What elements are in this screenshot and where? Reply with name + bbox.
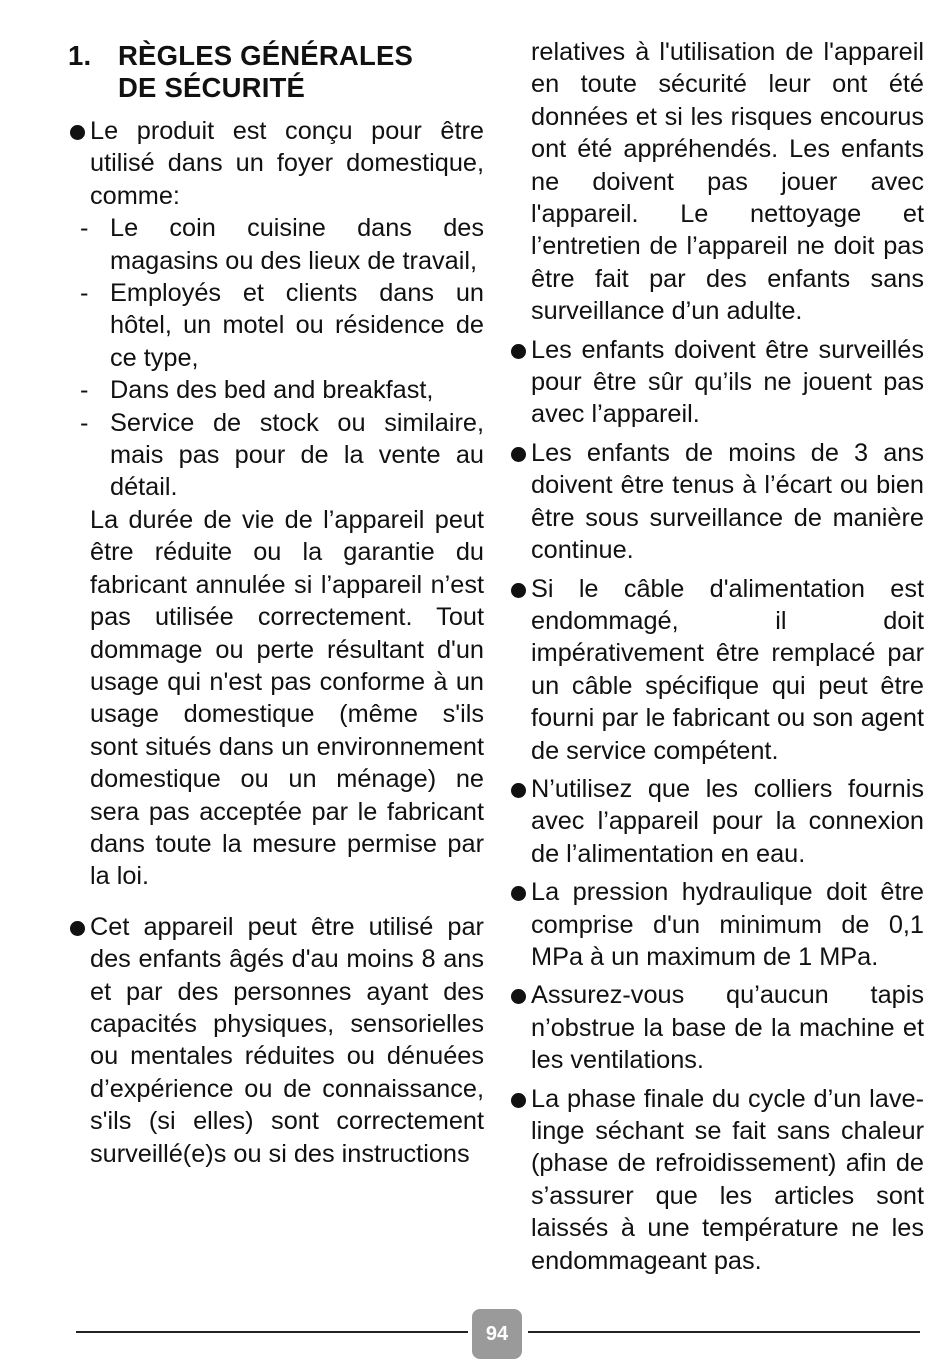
- use-case-item: [80, 374, 484, 406]
- bullet-dot-icon: [511, 583, 526, 598]
- footer-divider-left: [76, 1331, 468, 1333]
- left-column: [68, 36, 484, 1170]
- bullet-dot-icon: [70, 921, 85, 936]
- section-title: [118, 40, 484, 104]
- safety-bullet-text: Si le câble d'alimentation est endommagé, il doit impérativement être remplacé par un câble spécifique qui peut être fourni par le fabricant ou son agent de service compétent.: [531, 574, 924, 765]
- footer-divider-right: [528, 1331, 920, 1333]
- use-cases-list: [68, 212, 484, 504]
- safety-bullet: [509, 979, 924, 1076]
- use-case-text: Service de stock ou similaire, mais pas pour de la vente au détail.: [110, 408, 484, 502]
- section-heading: [68, 40, 484, 104]
- use-case-item: [80, 277, 484, 374]
- dash-icon: -: [80, 376, 89, 405]
- children-bullet-text: Cet appareil peut être utilisé par des enfants âgés d'au moins 8 ans et par des personnes ayant des capacités physiques, sensorielles ou mentales réduites ou dénuées d’expérience ou de connaissance, s'ils (si elles) sont correctement surveillé(e)s ou si des instructions: [90, 912, 484, 1168]
- safety-bullet: [509, 334, 924, 431]
- bullet-dot-icon: [511, 886, 526, 901]
- section-title-line2: DE SÉCURITÉ: [118, 72, 306, 103]
- safety-bullet-text: Les enfants de moins de 3 ans doivent être tenus à l’écart ou bien être sous surveillance de manière continue.: [531, 438, 924, 565]
- section-number: 1.: [68, 40, 92, 71]
- children-bullet: [68, 911, 484, 1170]
- section-title-line1: RÈGLES GÉNÉRALES: [118, 40, 414, 71]
- safety-bullet: [509, 437, 924, 567]
- safety-bullet: [509, 573, 924, 767]
- bullet-dot-icon: [511, 1093, 526, 1108]
- dash-icon: -: [80, 214, 89, 243]
- intro-bullet: [68, 115, 484, 212]
- dash-icon: -: [80, 408, 89, 437]
- safety-bullet-text: La phase finale du cycle d’un lave-linge séchant se fait sans chaleur (phase de refroidissement) afin de s’assurer que les articles sont laissés à une température ne les endommageant pas.: [531, 1084, 924, 1275]
- use-case-item: [80, 212, 484, 277]
- dash-icon: -: [80, 279, 89, 308]
- safety-bullet-text: Les enfants doivent être surveillés pour être sûr qu’ils ne jouent pas avec l’appareil.: [531, 335, 924, 429]
- page-number-badge: 94: [472, 1309, 522, 1359]
- children-bullet-continuation: relatives à l'utilisation de l'appareil en toute sécurité leur ont été données et si les risques encourus ont été appréhendés. Les enfants ne doivent pas jouer avec l'appareil. Le nettoyage et l’entretien de l’appareil ne doit pas être fait par des enfants sans surveillance d’un adulte.: [531, 38, 924, 326]
- use-case-item: [80, 407, 484, 504]
- safety-bullet-text: La pression hydraulique doit être comprise d'un minimum de 0,1 MPa à un maximum de 1 MPa.: [531, 878, 924, 971]
- bullet-dot-icon: [511, 783, 526, 798]
- right-column: [509, 36, 924, 1277]
- safety-bullet-text: N’utilisez que les colliers fournis avec l’appareil pour la connexion de l’alimentation en eau.: [531, 774, 924, 868]
- bullet-dot-icon: [511, 989, 526, 1004]
- intro-bullet-text: Le produit est conçu pour être utilisé dans un foyer domestique, comme:: [90, 117, 484, 210]
- bullet-dot-icon: [511, 447, 526, 462]
- safety-bullet-text: Assurez-vous qu’aucun tapis n’obstrue la base de la machine et les ventilations.: [531, 981, 924, 1075]
- safety-bullet: [509, 773, 924, 870]
- use-case-text: Dans des bed and breakfast,: [110, 376, 434, 405]
- bullet-dot-icon: [511, 344, 526, 359]
- bullet-dot-icon: [70, 125, 85, 140]
- safety-bullet: [509, 1083, 924, 1277]
- use-case-text: Employés et clients dans un hôtel, un motel ou résidence de ce type,: [110, 279, 484, 372]
- warranty-paragraph: La durée de vie de l’appareil peut être réduite ou la garantie du fabricant annulée si l’appareil n’est pas utilisée correctement. Tout dommage ou perte résultant d'un usage qui n'est pas conforme à un usage domestique (même s'ils sont situés dans un environnement domestique ou un ménage) ne sera pas acceptée par le fabricant dans toute la mesure permise par la loi.: [90, 505, 484, 891]
- safety-bullet: [509, 876, 924, 973]
- use-case-text: Le coin cuisine dans des magasins ou des lieux de travail,: [110, 214, 484, 275]
